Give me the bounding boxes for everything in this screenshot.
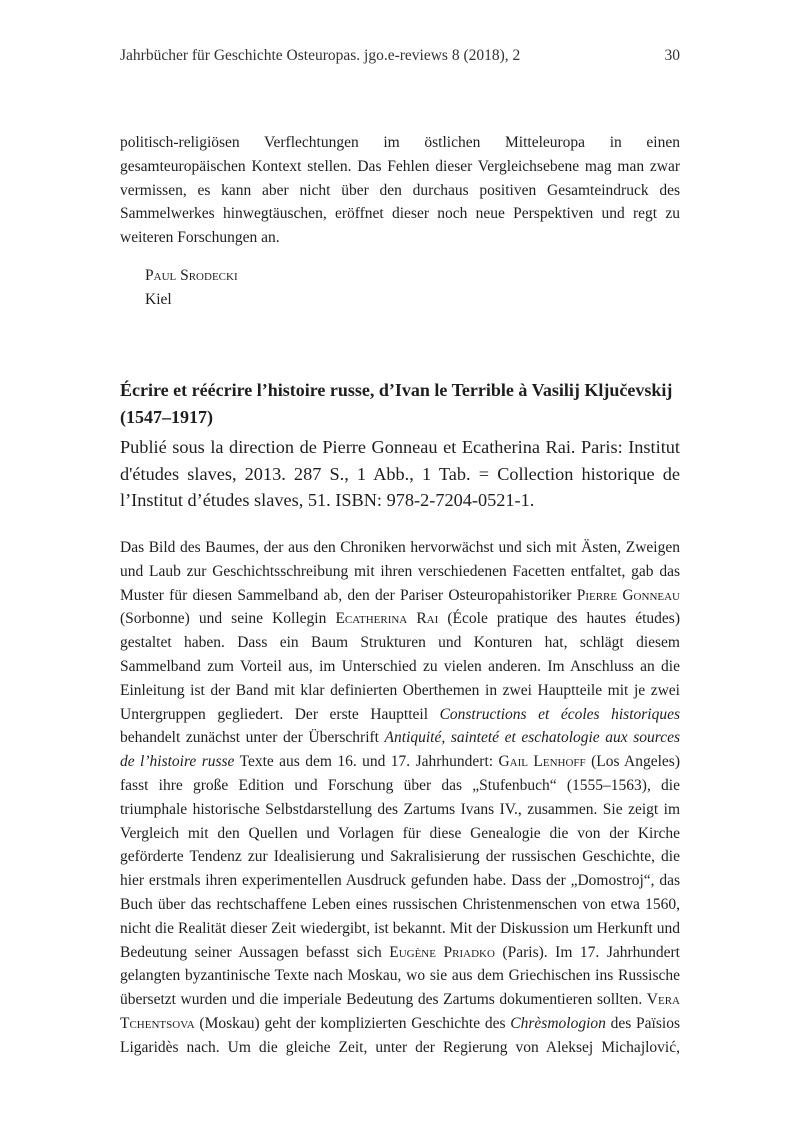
person-name: Vera Tchentsova bbox=[120, 991, 680, 1032]
body-text: (Los Angeles) fasst ihre große Edition und Forschung über das „Stufenbuch“ (1555–1563), die triumphale historische Selbstdarstellung des Zartums Ivans IV., zusammen. Sie zeigt im Vergleich mit den Quellen und Vorlagen für diese Genealogie die von der Kirche geförderte Tendenz zur Idealisierung und Sakralisierung der russischen Geschichte, die hier erstmals ihren experimentellen Ausdruck gefunden habe. Dass der „Domostroj“, das Buch über das rechtschaffene Leben eines russischen Christenmenschen von etwa 1560, nicht die Realität dieser Zeit wiedergibt, ist bekannt. Mit der Diskussion um Herkunft und Bedeutung seiner Aussagen befasst sich bbox=[120, 753, 680, 961]
person-name: Ecatherina Rai bbox=[335, 610, 439, 628]
person-name: Eugène Priadko bbox=[389, 943, 495, 961]
reviewer-name: Paul Srodecki bbox=[145, 267, 238, 284]
body-text: behandelt zunächst unter der Überschrift bbox=[120, 729, 385, 747]
page-number: 30 bbox=[664, 47, 680, 64]
body-text: (Paris). Im 17. Jahrhundert gelangten byzantinische Texte nach Moskau, wo sie aus dem Griechischen ins Russische übersetzt wurden und die imperiale Bedeutung des Zartums dokumentieren sollten. bbox=[120, 943, 680, 1009]
review-body-paragraph bbox=[120, 536, 680, 1060]
reviewer-place: Kiel bbox=[145, 290, 172, 308]
body-text: des Païsios Ligaridès nach. Um die gleiche Zeit, unter der Regierung von Aleksej Michajlović, bbox=[120, 1014, 680, 1056]
intro-paragraph: politisch-religiösen Verflechtungen im östlichen Mitteleuropa in einen gesamteuropäischen Kontext stellen. Das Fehlen dieser Vergleichsebene mag man zwar vermissen, es kann aber nicht über den durchaus positiven Gesamteindruck des Sammelwerkes hinwegtäuschen, eröffnet dieser noch neue Perspektiven und regt zu weiteren Forschungen an. bbox=[120, 134, 680, 247]
section-title: Constructions et écoles historiques bbox=[439, 705, 680, 723]
body-text: Texte aus dem 16. und 17. Jahrhundert: bbox=[234, 753, 499, 771]
journal-citation: Jahrbücher für Geschichte Osteuropas. jgo.e-reviews 8 (2018), 2 bbox=[120, 47, 521, 64]
body-text: (Sorbonne) und seine Kollegin bbox=[120, 610, 336, 628]
work-title: Chrèsmologion bbox=[510, 1014, 606, 1032]
review-title: Écrire et réécrire l’histoire russe, d’Ivan le Terrible à Vasilij Ključevskij (1547–1917) bbox=[120, 380, 673, 427]
person-name: Gail Lenhoff bbox=[498, 753, 586, 771]
section-title: Antiquité, sainteté et eschatologie aux sources de l’histoire russe bbox=[120, 729, 680, 771]
bibliographic-details: Publié sous la direction de Pierre Gonneau et Ecatherina Rai. Paris: Institut d'études slaves, 2013. 287 S., 1 Abb., 1 Tab. = Collection historique de l’Institut d’études slaves, 51. ISBN: 978-2-7204-0521-1. bbox=[120, 437, 680, 510]
body-text: Das Bild des Baumes, der aus den Chroniken hervorwächst und sich mit Ästen, Zweigen und Laub zur Geschichtsschreibung mit ihren verschiedenen Facetten entfaltet, gab das Muster für diesen Sammelband ab, den der Pariser Osteuropahistoriker bbox=[120, 539, 680, 604]
previous-reviewer-signature bbox=[145, 264, 238, 312]
body-text: (Moskau) geht der komplizierten Geschichte des bbox=[194, 1014, 511, 1032]
body-text: (École pratique des hautes études) gestaltet haben. Dass ein Baum Strukturen und Konturen hat, schlägt diesem Sammelband zum Vorteil aus, im Unterschied zu vielen anderen. Im Anschluss an die Einleitung ist der Band mit klar definierten Oberthemen in zwei Hauptteile mit je zwei Untergruppen gegliedert. Der erste Hauptteil bbox=[120, 610, 681, 723]
person-name: Pierre Gonneau bbox=[576, 586, 680, 604]
